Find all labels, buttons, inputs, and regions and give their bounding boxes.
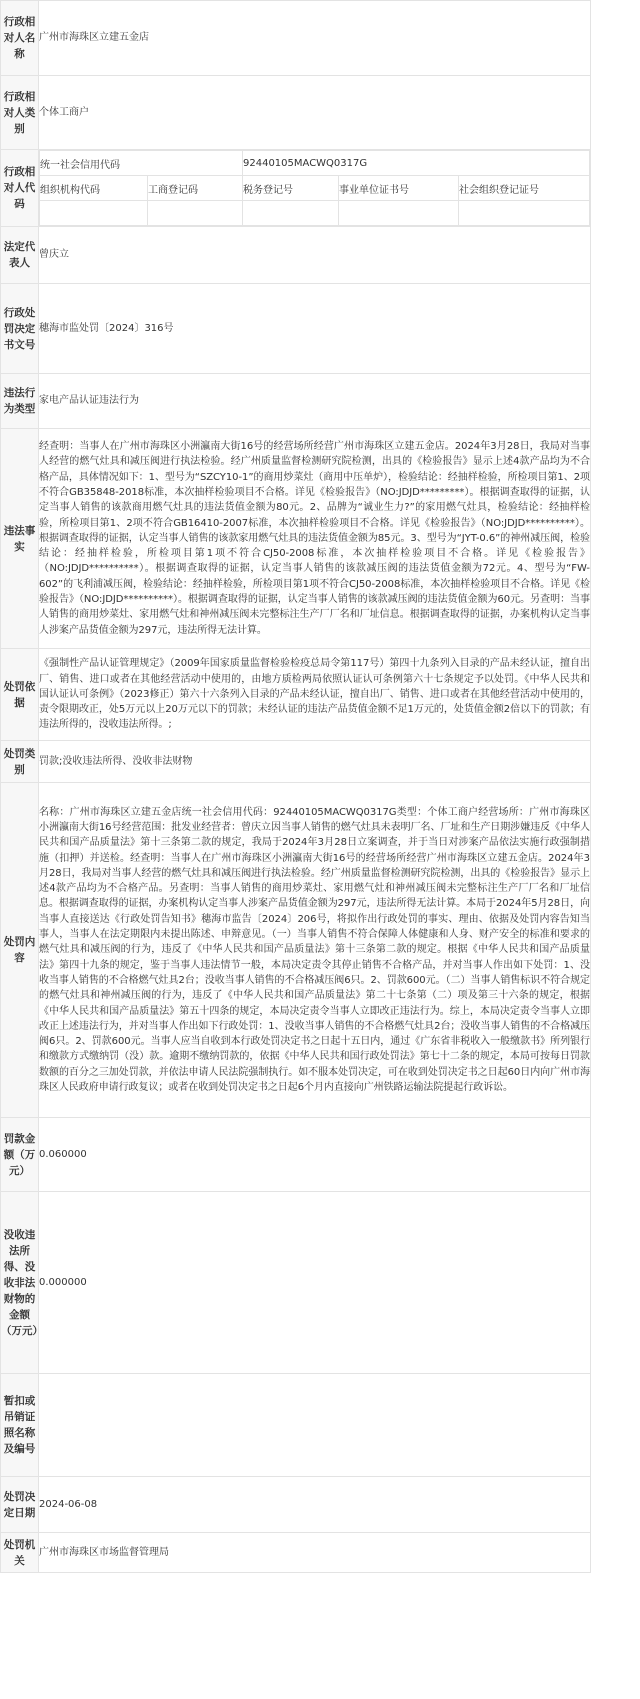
row-party-name — [1, 1, 591, 76]
row-basis — [1, 649, 591, 741]
content-value: 名称：广州市海珠区立建五金店统一社会信用代码：92440105MACWQ0317G类型：个体工商户经营场所：广州市海珠区小洲瀛南大街16号经营范围：批发业经营者：曾庆立因当事人销售的燃气灶具未表明厂名、厂址和生产日期涉嫌违反《中华人民共和国产品质量法》第十三条第二款的规定，我局于2024年3月28日立案调查，并于当日对涉案产品依法实施行政强制措施（扣押）并送检。经查明：当事人在广州市海珠区小洲瀛南大街16号的经营场所经营广州市海珠区立建五金店。2024年3月28日，我局对当事人经营的燃气灶具和减压阀进行执法检验。经广州质量监督检测研究院检测，出具的《检验报告》显示上述4款产品均为不合格产品。另查明：当事人销售的商用炒菜灶、家用燃气灶和神州减压阀未完整标注生产厂厂名和厂址信息。根据调查取得的证据，办案机构认定当事人涉案产品货值金额为297元，违法所得无法计算。本局于2024年5月28日，向当事人直接送达《行政处罚告知书》穗海市监告〔2024〕206号，将拟作出行政处罚的事实、理由、依据及处罚内容告知当事人，当事人在法定期限内未提出陈述、申辩意见。（一）当事人销售不符合保障人体健康和人身、财产安全的标准和要求的燃气灶具和减压阀的行为，违反了《中华人民共和国产品质量法》第十三条第二款的规定。根据《中华人民共和国产品质量法》第四十九条的规定，鉴于当事人违法情节一般，本局决定责令其停止销售不合格产品，并对当事人作出如下处罚：1、没收当事人销售的不合格燃气灶具2台；没收当事人销售的不合格减压阀6只。2、罚款600元。（二）当事人销售标识不符合规定的燃气灶具和神州减压阀的行为，违反了《中华人民共和国产品质量法》第二十七条第（二）项及第三十六条的规定，根据《中华人民共和国产品质量法》第五十四条的规定，本局决定责令当事人立即改正违法行为。综上，本局决定责令当事人立即改正上述违法行为，并对当事人作出如下行政处罚：1、没收当事人销售的不合格燃气灶具2台；没收当事人销售的不合格减压阀6只。2、罚款600元。当事人应当自收到本行政处罚决定书之日起十五日内，通过《广东省非税收入一般缴款书》所列银行和缴款方式缴纳罚（没）款。逾期不缴纳罚款的，依据《中华人民共和国行政处罚法》第七十二条的规定，本局可按每日罚款数额的百分之三加处罚款，并依法申请人民法院强制执行。如不服本处罚决定，可在收到处罚决定书之日起60日内向广州市海珠区人民政府申请行政复议；或者在收到处罚决定书之日起6个月内直接向广州铁路运输法院提起行政诉讼。 — [39, 783, 591, 1118]
content-label: 处罚内容 — [1, 783, 39, 1118]
authority-value: 广州市海珠区市场监督管理局 — [39, 1533, 591, 1573]
row-decision-date — [1, 1477, 591, 1533]
confiscated-amount-label: 没收违法所得、没收非法财物的金额（万元） — [1, 1192, 39, 1374]
tax-reg-value — [243, 201, 339, 226]
license-value — [39, 1374, 591, 1477]
decision-no-value: 穗海市监处罚〔2024〕316号 — [39, 284, 591, 374]
row-party-code — [1, 150, 591, 227]
facts-value: 经查明：当事人在广州市海珠区小洲瀛南大街16号的经营场所经营广州市海珠区立建五金店。2024年3月28日，我局对当事人经营的燃气灶具和减压阀进行执法检验。经广州质量监督检测研究院检测，出具的《检验报告》显示上述4款产品均为不合格产品，具体情况如下：1、型号为“SZCY10-1”的商用炒菜灶（商用中压单炉），检验结论：经抽样检验，所检项目第1、2项不符合GB35848-2018标准，本次抽样检验项目不合格。详见《检验报告》（NO:JDJD*********）。根据调查取得的证据，认定当事人销售的该款商用燃气灶具的违法货值金额为80元。2、品牌为“诚业生力?”的家用燃气灶具，检验结论：经抽样检验，所检项目第1、2项不符合GB16410-2007标准，本次抽样检验项目不合格。详见《检验报告》（NO:JDJD**********）。根据调查取得的证据，认定当事人销售的该款家用燃气灶具的违法货值金额为85元。3、型号为“JYT-0.6”的神州减压阀，检验结论：经抽样检验，所检项目第1项不符合CJ50-2008标准，本次抽样检验项目不合格。详见《检验报告》（NO:JDJD**********）。根据调查取得的证据，认定当事人销售的该款减压阀的违法货值金额为72元。4、型号为“FW-602”的飞利浦减压阀，检验结论：经抽样检验，所检项目第1项不符合CJ50-2008标准，本次抽样检验项目不合格。详见《检验报告》（NO:JDJD**********）。根据调查取得的证据，认定当事人销售的该款减压阀的违法货值金额为60元。另查明：当事人销售的商用炒菜灶、家用燃气灶和神州减压阀未完整标注生产厂厂名和厂址信息。根据调查取得的证据，办案机构认定当事人涉案产品货值金额为297元，违法所得无法计算。 — [39, 429, 591, 649]
license-label: 暂扣或吊销证照名称及编号 — [1, 1374, 39, 1477]
row-decision-no — [1, 284, 591, 374]
party-code-cell — [39, 150, 591, 227]
row-violation-type — [1, 374, 591, 429]
violation-type-value: 家电产品认证违法行为 — [39, 374, 591, 429]
row-content — [1, 783, 591, 1118]
party-code-subtable — [39, 150, 590, 226]
institution-value — [339, 201, 459, 226]
tax-reg-label: 税务登记号 — [243, 176, 339, 201]
basis-label: 处罚依据 — [1, 649, 39, 741]
facts-label: 违法事实 — [1, 429, 39, 649]
row-fine-amount — [1, 1118, 591, 1192]
legal-rep-value: 曾庆立 — [39, 227, 591, 284]
row-confiscated-amount — [1, 1192, 591, 1374]
row-party-type — [1, 76, 591, 150]
fine-amount-label: 罚款金额（万元） — [1, 1118, 39, 1192]
authority-label: 处罚机关 — [1, 1533, 39, 1573]
row-penalty-type — [1, 741, 591, 783]
legal-rep-label: 法定代表人 — [1, 227, 39, 284]
violation-type-label: 违法行为类型 — [1, 374, 39, 429]
party-type-value: 个体工商户 — [39, 76, 591, 150]
org-code-value — [40, 201, 148, 226]
party-name-label: 行政相对人名称 — [1, 1, 39, 76]
party-type-label: 行政相对人类别 — [1, 76, 39, 150]
social-org-value — [459, 201, 590, 226]
decision-date-value: 2024-06-08 — [39, 1477, 591, 1533]
institution-label: 事业单位证书号 — [339, 176, 459, 201]
penalty-type-label: 处罚类别 — [1, 741, 39, 783]
social-org-label: 社会组织登记证号 — [459, 176, 590, 201]
party-name-value: 广州市海珠区立建五金店 — [39, 1, 591, 76]
decision-no-label: 行政处罚决定书文号 — [1, 284, 39, 374]
biz-reg-value — [148, 201, 243, 226]
decision-date-label: 处罚决定日期 — [1, 1477, 39, 1533]
row-license — [1, 1374, 591, 1477]
fine-amount-value: 0.060000 — [39, 1118, 591, 1192]
row-authority — [1, 1533, 591, 1573]
row-facts — [1, 429, 591, 649]
uscc-value: 92440105MACWQ0317G — [243, 151, 590, 176]
uscc-label: 统一社会信用代码 — [40, 151, 243, 176]
row-legal-rep — [1, 227, 591, 284]
confiscated-amount-value: 0.000000 — [39, 1192, 591, 1374]
biz-reg-label: 工商登记码 — [148, 176, 243, 201]
basis-value: 《强制性产品认证管理规定》（2009年国家质量监督检验检疫总局令第117号）第四十九条列入目录的产品未经认证，擅自出厂、销售、进口或者在其他经营活动中使用的，由地方质检两局依照认证认可条例第六十七条规定予以处罚。《中华人民共和国认证认可条例》（2023修正）第六十六条列入目录的产品未经认证，擅自出厂、销售、进口或者在其他经营活动中使用的，责令限期改正，处5万元以上20万元以下的罚款；未经认证的违法产品货值金额不足1万元的，处货值金额2倍以下的罚款；有违法所得的，没收违法所得。; — [39, 649, 591, 741]
org-code-label: 组织机构代码 — [40, 176, 148, 201]
party-code-label: 行政相对人代码 — [1, 150, 39, 227]
penalty-type-value: 罚款;没收违法所得、没收非法财物 — [39, 741, 591, 783]
